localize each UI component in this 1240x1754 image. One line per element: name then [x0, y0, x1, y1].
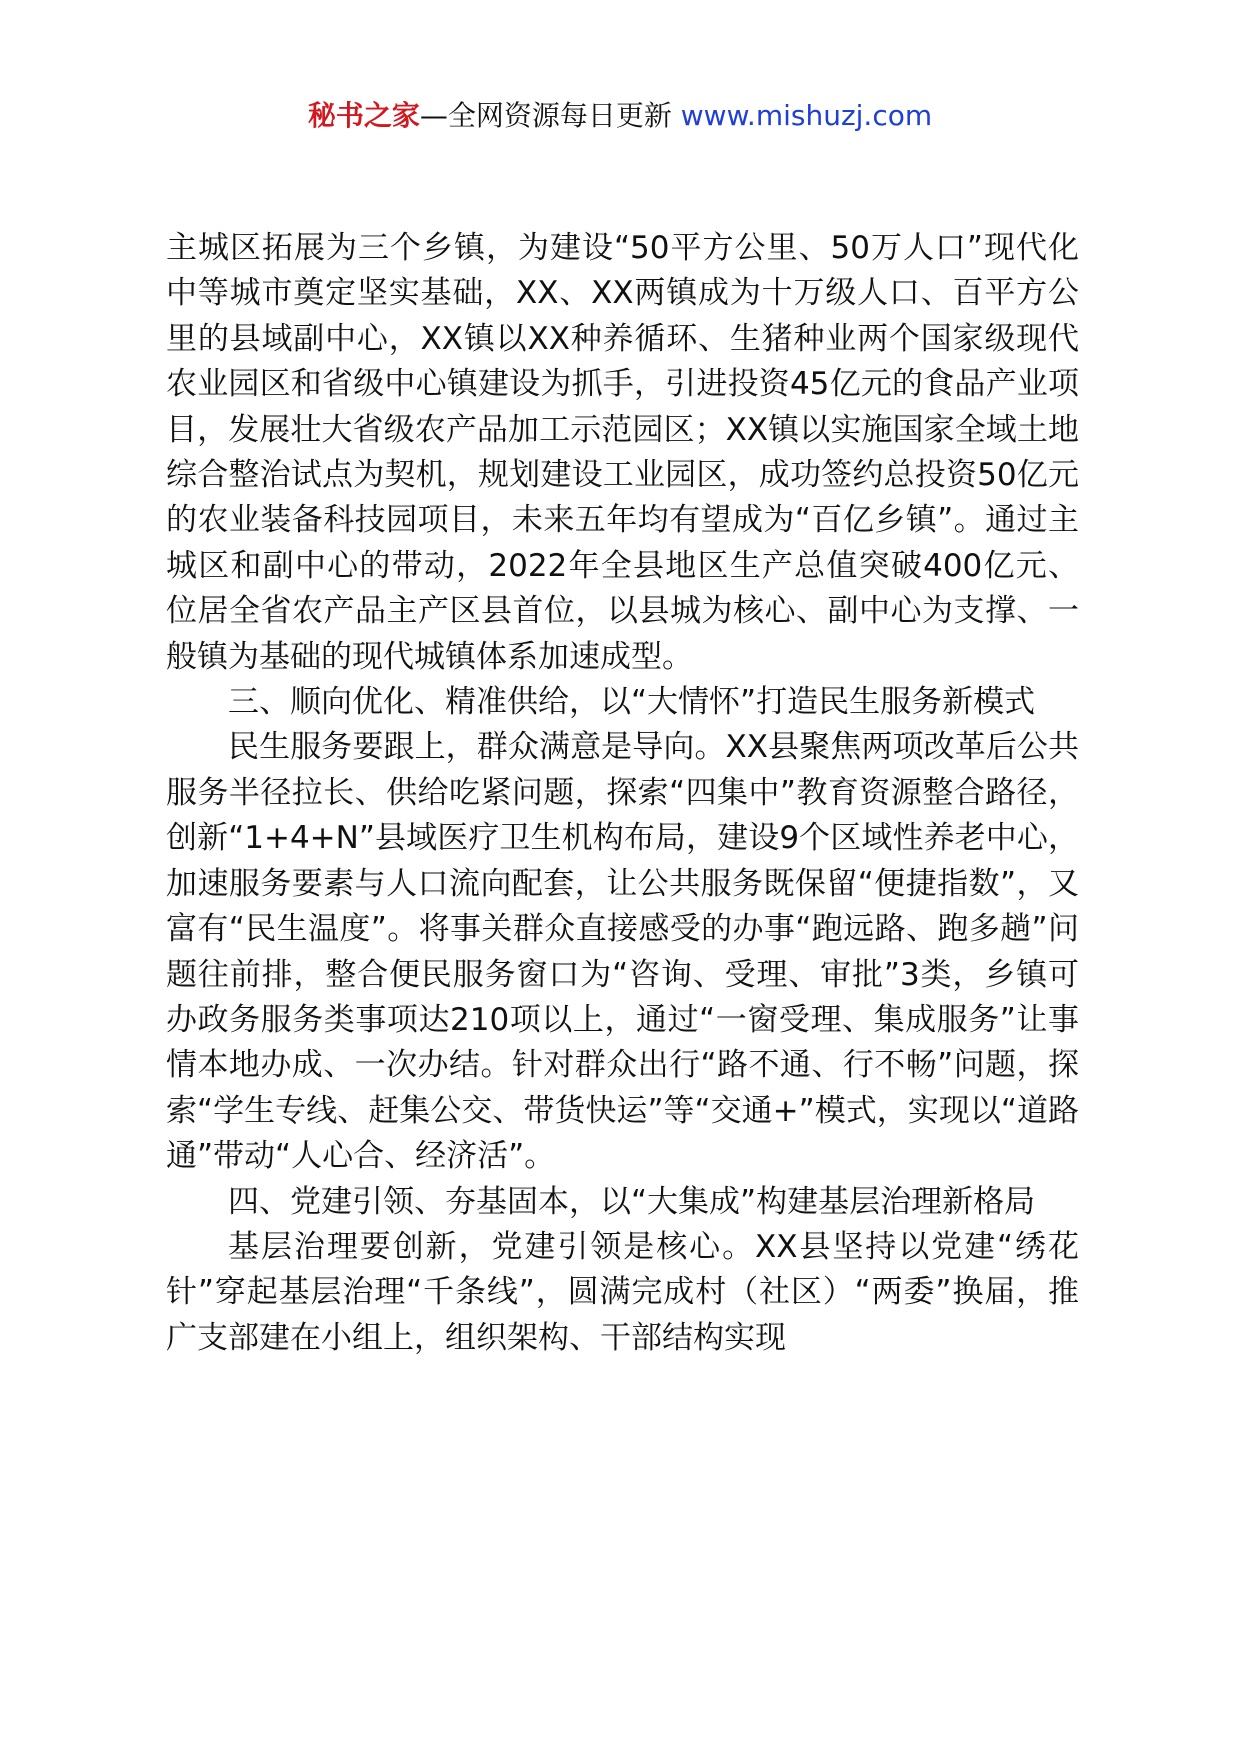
header-tagline: —全网资源每日更新 [419, 99, 681, 132]
brand-name: 秘书之家 [307, 99, 420, 132]
document-body [166, 226, 1079, 1361]
page-header [0, 96, 1240, 136]
website-link[interactable]: www.mishuzj.com [680, 99, 933, 132]
section-heading-4: 四、党建引领、夯基固本，以“大集成”构建基层治理新格局 [228, 1183, 1036, 1220]
paragraph-governance: 基层治理要创新，党建引领是核心。XX县坚持以党建“绣花针”穿起基层治理“千条线”，圆满完成村（社区）“两委”换届，推广支部建在小组上，组织架构、干部结构实现 [166, 1228, 1079, 1356]
paragraph-continued: 主城区拓展为三个乡镇，为建设“50平方公里、50万人口”现代化中等城市奠定坚实基础，XX、XX两镇成为十万级人口、百平方公里的县域副中心，XX镇以XX种养循环、生猪种业两个国家级现代农业园区和省级中心镇建设为抓手，引进投资45亿元的食品产业项目，发展壮大省级农产品加工示范园区；XX镇以实施国家全域土地综合整治试点为契机，规划建设工业园区，成功签约总投资50亿元的农业装备科技园项目，未来五年均有望成为“百亿乡镇”。通过主城区和副中心的带动，2022年全县地区生产总值突破400亿元、位居全省农产品主产区县首位，以县城为核心、副中心为支撑、一般镇为基础的现代城镇体系加速成型。 [166, 230, 1079, 675]
section-heading-3: 三、顺向优化、精准供给，以“大情怀”打造民生服务新模式 [228, 684, 1036, 721]
paragraph-public-services: 民生服务要跟上，群众满意是导向。XX县聚焦两项改革后公共服务半径拉长、供给吃紧问题，探索“四集中”教育资源整合路径，创新“1+4+N”县域医疗卫生机构布局，建设9个区域性养老中心，加速服务要素与人口流向配套，让公共服务既保留“便捷指数”，又富有“民生温度”。将事关群众直接感受的办事“跑远路、跑多趟”问题往前排，整合便民服务窗口为“咨询、受理、审批”3类，乡镇可办政务服务类事项达210项以上，通过“一窗受理、集成服务”让事情本地办成、一次办结。针对群众出行“路不通、行不畅”问题，探索“学生专线、赶集公交、带货快运”等“交通+”模式，实现以“道路通”带动“人心合、经济活”。 [166, 729, 1079, 1175]
